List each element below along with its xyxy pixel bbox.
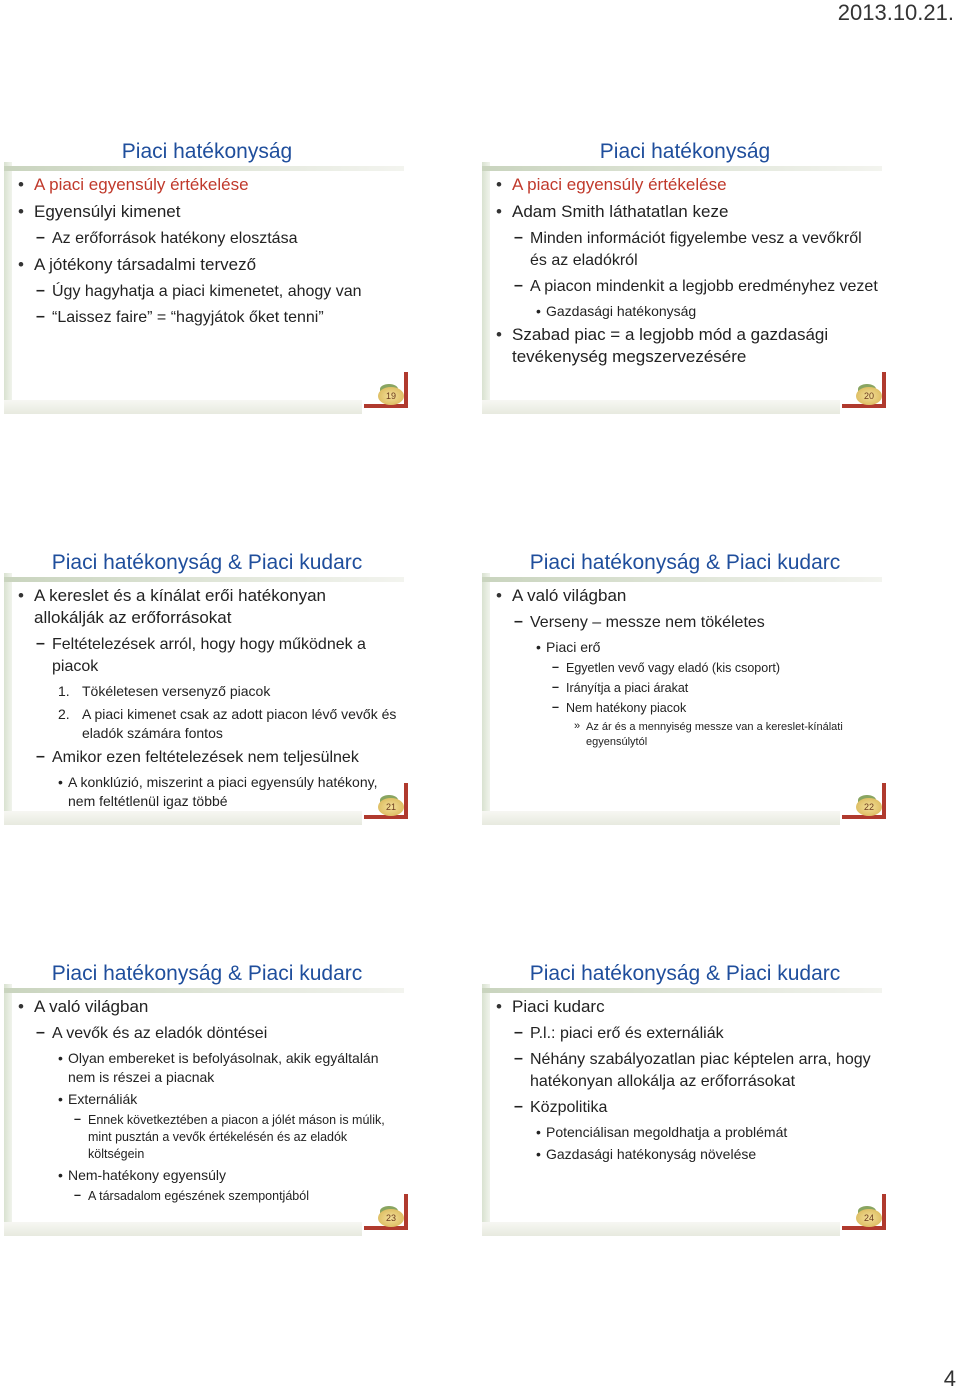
slide-number: 22 [856,798,882,816]
header-date: 2013.10.21. [837,0,954,25]
title-rule [4,988,404,993]
slide-number: 24 [856,1209,882,1227]
title-rule [482,166,882,171]
list-item-text: A piaci kimenet csak az adott piacon lévő vevők és eladók számára fontos [82,706,397,741]
bullet-level-4: – Ennek következtében a piacon a jólét máson is múlik, mint pusztán a vevők értékelésén és az eladók költségein [16,1112,400,1163]
bullet-level-3: • Olyan embereket is befolyásolnak, akik egyáltalán nem is részei a piacnak [16,1049,400,1087]
bullet-level-1: • A piaci egyensúly értékelése [16,174,400,196]
slide-number-emblem [364,781,408,823]
bullet-level-2: – Közpolitika [494,1097,878,1119]
slide-22 [482,549,888,825]
bullet-level-4: – A társadalom egészének szempontjából [16,1188,400,1205]
slide-19 [4,138,410,414]
slide-21 [4,549,410,825]
bullet-level-4: – Nem hatékony piacok [494,700,878,717]
slide-number: 21 [378,798,404,816]
bullet-level-3: • Potenciálisan megoldhatja a problémát [494,1123,878,1142]
slide-content [16,174,400,333]
slide-content [494,996,878,1167]
bullet-level-1: • Szabad piac = a legjobb mód a gazdasági tevékenység megszervezésére [494,324,878,368]
list-number: 2. [58,706,70,722]
slide-left-bar [482,573,490,825]
bullet-level-3: • Nem-hatékony egyensúly [16,1166,400,1185]
bullet-level-2: – Amikor ezen feltételezések nem teljesülnek [16,747,400,769]
slide-content [16,996,400,1208]
slide-number-emblem [364,370,408,412]
bullet-level-1: • A jótékony társadalmi tervező [16,254,400,276]
slide-left-bar [4,573,12,825]
slide-20 [482,138,888,414]
bullet-level-2: – Néhány szabályozatlan piac képtelen arra, hogy hatékonyan allokálja az erőforrásokat [494,1049,878,1093]
numbered-item [16,705,400,743]
slide-number: 19 [378,387,404,405]
bullet-level-3: • A konklúzió, miszerint a piaci egyensúly hatékony, nem feltétlenül igaz többé [16,773,400,811]
bullet-level-1: • Adam Smith láthatatlan keze [494,201,878,223]
bullet-level-2: – A vevők és az eladók döntései [16,1023,400,1045]
slide-title: Piaci hatékonyság & Piaci kudarc [529,962,841,985]
slide-content [16,585,400,814]
bullet-level-1: • Egyensúlyi kimenet [16,201,400,223]
bullet-level-3: • Gazdasági hatékonyság növelése [494,1145,878,1164]
slide-content [494,585,878,752]
list-number: 1. [58,683,70,699]
slide-bottom-bar [4,400,362,414]
title-rule [4,577,404,582]
slide-number-emblem [842,1192,886,1234]
slide-left-bar [482,984,490,1236]
bullet-level-4: – Egyetlen vevő vagy eladó (kis csoport) [494,660,878,677]
title-rule [482,577,882,582]
bullet-level-2: – A piacon mindenkit a legjobb eredményhez vezet [494,276,878,298]
slide-number-emblem [842,370,886,412]
slide-23 [4,960,410,1236]
bullet-level-2: – P.l.: piaci erő és externáliák [494,1023,878,1045]
bullet-level-1: • A való világban [16,996,400,1018]
bullet-level-1: • A piaci egyensúly értékelése [494,174,878,196]
bullet-level-4: – Irányítja a piaci árakat [494,680,878,697]
slide-content [494,174,878,373]
bullet-level-1: • A kereslet és a kínálat erői hatékonyan allokálják az erőforrásokat [16,585,400,629]
bullet-level-2: – Minden információt figyelembe vesz a vevőkről és az eladókról [494,228,878,272]
slide-title: Piaci hatékonyság & Piaci kudarc [51,962,363,985]
bullet-level-3: • Externáliák [16,1090,400,1109]
slide-left-bar [4,162,12,414]
slide-number-emblem [842,781,886,823]
bullet-level-1: • Piaci kudarc [494,996,878,1018]
bullet-level-2: – “Laissez faire” = “hagyjátok őket tenni” [16,307,400,329]
bullet-level-3: • Piaci erő [494,638,878,657]
bullet-level-3: • Gazdasági hatékonyság [494,302,878,321]
title-rule [482,988,882,993]
slide-bottom-bar [4,1222,362,1236]
slide-number: 23 [378,1209,404,1227]
bullet-level-5: » Az ár és a mennyiség messze van a kereslet-kínálati egyensúlytól [494,720,878,750]
slide-title: Piaci hatékonyság [121,140,293,163]
bullet-level-1: • A való világban [494,585,878,607]
bullet-level-2: – Az erőforrások hatékony elosztása [16,228,400,250]
slide-title: Piaci hatékonyság [599,140,771,163]
list-item-text: Tökéletesen versenyző piacok [82,683,271,699]
slide-number: 20 [856,387,882,405]
slide-left-bar [4,984,12,1236]
title-rule [4,166,404,171]
slide-bottom-bar [482,811,840,825]
slide-24 [482,960,888,1236]
page-number: 4 [943,1366,956,1391]
slide-number-emblem [364,1192,408,1234]
bullet-level-2: – Verseny – messze nem tökéletes [494,612,878,634]
bullet-level-2: – Feltételezések arról, hogy hogy működnek a piacok [16,634,400,678]
slide-left-bar [482,162,490,414]
bullet-level-2: – Úgy hagyhatja a piaci kimenetet, ahogy van [16,281,400,303]
slide-bottom-bar [482,1222,840,1236]
numbered-item [16,682,400,701]
slide-title: Piaci hatékonyság & Piaci kudarc [529,551,841,574]
slide-bottom-bar [482,400,840,414]
slide-title: Piaci hatékonyság & Piaci kudarc [51,551,363,574]
